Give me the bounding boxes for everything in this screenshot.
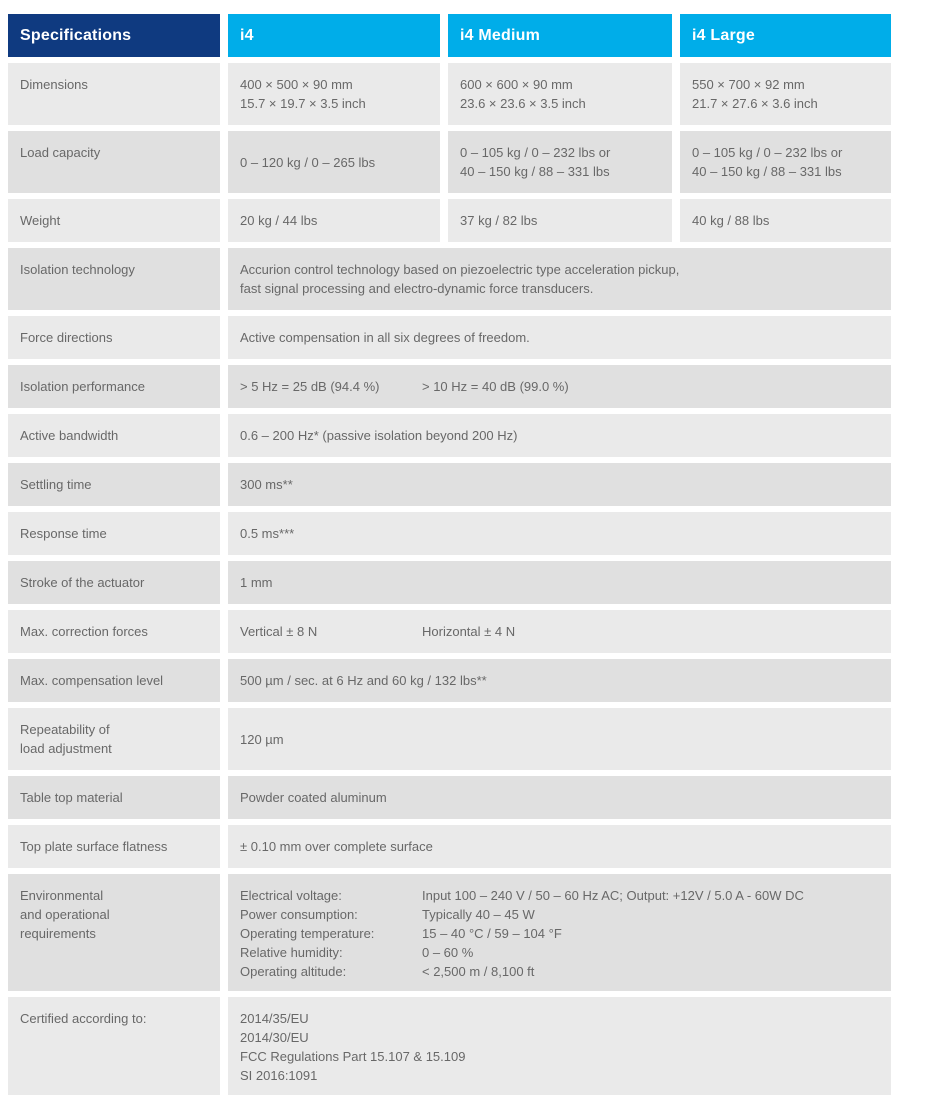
value-cell-span	[228, 365, 891, 408]
text-line: fast signal processing and electro-dynamic force transducers.	[240, 281, 594, 296]
header-cell-i4: i4	[228, 14, 440, 57]
text-line: 21.7 × 27.6 × 3.6 inch	[692, 96, 818, 111]
row-label-cell	[8, 708, 220, 770]
text-line: Repeatability of	[20, 722, 110, 737]
text-line: Isolation technology	[20, 262, 135, 277]
sub-label: Operating temperature:	[240, 926, 375, 941]
value-left: > 5 Hz = 25 dB (94.4 %)	[240, 379, 380, 394]
text-line: 15.7 × 19.7 × 3.5 inch	[240, 96, 366, 111]
key-value-line	[240, 943, 879, 962]
text-line: Environmental	[20, 888, 104, 903]
specifications-table	[8, 14, 891, 1095]
text-line: Settling time	[20, 477, 92, 492]
sub-value: Input 100 – 240 V / 50 – 60 Hz AC; Output: +12V / 5.0 A - 60W DC	[422, 888, 804, 903]
text-line: Stroke of the actuator	[20, 575, 145, 590]
value-cell-span	[228, 708, 891, 770]
text-line: Active compensation in all six degrees of freedom.	[240, 330, 530, 345]
text-line: 0 – 105 kg / 0 – 232 lbs or	[460, 145, 611, 160]
text-line: load adjustment	[20, 741, 112, 756]
text-line: 23.6 × 23.6 × 3.5 inch	[460, 96, 586, 111]
text-line: Certified according to:	[20, 1011, 147, 1026]
spec-row-weight	[8, 199, 891, 242]
spec-row-max-compensation-level	[8, 659, 891, 702]
row-label-cell	[8, 561, 220, 604]
text-line: 40 – 150 kg / 88 – 331 lbs	[692, 164, 842, 179]
header-cell-i4-medium: i4 Medium	[448, 14, 672, 57]
text-line: 0 – 105 kg / 0 – 232 lbs or	[692, 145, 843, 160]
value-cell-i4	[228, 63, 440, 125]
text-line: Weight	[20, 213, 61, 228]
text-line: 37 kg / 82 lbs	[460, 213, 538, 228]
row-label-cell	[8, 512, 220, 555]
text-line: 0 – 120 kg / 0 – 265 lbs	[240, 154, 376, 170]
text-line: Force directions	[20, 330, 113, 345]
key-value-line	[240, 924, 879, 943]
value-right: Horizontal ± 4 N	[422, 624, 516, 639]
text-line	[240, 377, 879, 396]
text-line: Powder coated aluminum	[240, 790, 387, 805]
sub-label: Power consumption:	[240, 907, 358, 922]
key-value-line	[240, 905, 879, 924]
text-line: 2014/30/EU	[240, 1030, 309, 1045]
spec-row-repeatability-of	[8, 708, 891, 770]
spec-row-top-plate-surface-flatness	[8, 825, 891, 868]
sub-label: Relative humidity:	[240, 945, 343, 960]
value-cell-span	[228, 997, 891, 1095]
sub-value: 15 – 40 °C / 59 – 104 °F	[422, 926, 562, 941]
value-left: Vertical ± 8 N	[240, 624, 318, 639]
text-line: 120 µm	[240, 731, 284, 747]
value-cell-i4	[228, 131, 440, 193]
value-cell-span	[228, 316, 891, 359]
text-line: ± 0.10 mm over complete surface	[240, 839, 433, 854]
spec-row-environmental	[8, 874, 891, 991]
text-line: Max. correction forces	[20, 624, 148, 639]
text-line: Max. compensation level	[20, 673, 164, 688]
text-line: Active bandwidth	[20, 428, 119, 443]
row-label-cell	[8, 610, 220, 653]
value-cell-span	[228, 610, 891, 653]
text-line: 1 mm	[240, 575, 273, 590]
key-value-line	[240, 962, 879, 981]
row-label-cell	[8, 776, 220, 819]
value-cell-span	[228, 463, 891, 506]
text-line: 500 µm / sec. at 6 Hz and 60 kg / 132 lbs**	[240, 673, 487, 688]
value-cell-span	[228, 776, 891, 819]
text-line: 40 – 150 kg / 88 – 331 lbs	[460, 164, 610, 179]
row-label-cell	[8, 131, 220, 193]
spec-row-certified-according-to	[8, 997, 891, 1095]
value-cell-span	[228, 874, 891, 991]
row-label-cell	[8, 316, 220, 359]
row-label-cell	[8, 874, 220, 991]
value-cell-span	[228, 414, 891, 457]
value-cell-span	[228, 659, 891, 702]
value-cell-span	[228, 825, 891, 868]
sub-value: < 2,500 m / 8,100 ft	[422, 964, 535, 979]
spec-row-stroke-of-the-actuator	[8, 561, 891, 604]
text-line: SI 2016:1091	[240, 1068, 318, 1083]
row-label-cell	[8, 63, 220, 125]
table-header-row	[8, 14, 891, 57]
value-cell-i4-medium	[448, 131, 672, 193]
text-line: 20 kg / 44 lbs	[240, 213, 318, 228]
text-line: FCC Regulations Part 15.107 & 15.109	[240, 1049, 466, 1064]
text-line: 0.5 ms***	[240, 526, 295, 541]
key-value-line	[240, 886, 879, 905]
row-label-cell	[8, 825, 220, 868]
value-cell-i4-large	[680, 131, 891, 193]
text-line: Response time	[20, 526, 107, 541]
text-line: 300 ms**	[240, 477, 293, 492]
row-label-cell	[8, 199, 220, 242]
text-line: and operational	[20, 907, 110, 922]
spec-row-table-top-material	[8, 776, 891, 819]
row-label-cell	[8, 659, 220, 702]
header-cell-i4-large: i4 Large	[680, 14, 891, 57]
spec-row-force-directions	[8, 316, 891, 359]
text-line: 550 × 700 × 92 mm	[692, 77, 805, 92]
value-cell-span	[228, 248, 891, 310]
sub-value: Typically 40 – 45 W	[422, 907, 535, 922]
row-label-cell	[8, 414, 220, 457]
row-label-cell	[8, 997, 220, 1095]
row-label-cell	[8, 248, 220, 310]
spec-row-load-capacity	[8, 131, 891, 193]
row-label-cell	[8, 463, 220, 506]
spec-row-isolation-performance	[8, 365, 891, 408]
text-line: 40 kg / 88 lbs	[692, 213, 770, 228]
value-cell-i4-medium	[448, 63, 672, 125]
spec-row-max-correction-forces	[8, 610, 891, 653]
text-line: 600 × 600 × 90 mm	[460, 77, 573, 92]
text-line: Accurion control technology based on piezoelectric type acceleration pickup,	[240, 262, 680, 277]
value-cell-i4-medium	[448, 199, 672, 242]
value-cell-i4	[228, 199, 440, 242]
value-cell-i4-large	[680, 199, 891, 242]
text-line	[240, 622, 879, 641]
header-cell-specifications: Specifications	[8, 14, 220, 57]
text-line: Dimensions	[20, 77, 88, 92]
value-right: > 10 Hz = 40 dB (99.0 %)	[422, 379, 569, 394]
text-line: Top plate surface flatness	[20, 839, 168, 854]
sub-value: 0 – 60 %	[422, 945, 474, 960]
value-cell-span	[228, 512, 891, 555]
row-label-cell	[8, 365, 220, 408]
text-line: 0.6 – 200 Hz* (passive isolation beyond 200 Hz)	[240, 428, 518, 443]
sub-label: Operating altitude:	[240, 964, 347, 979]
spec-row-dimensions	[8, 63, 891, 125]
text-line: 400 × 500 × 90 mm	[240, 77, 353, 92]
spec-row-isolation-technology	[8, 248, 891, 310]
table-body	[8, 63, 891, 1095]
text-line: Isolation performance	[20, 379, 146, 394]
text-line: requirements	[20, 926, 96, 941]
value-cell-i4-large	[680, 63, 891, 125]
spec-row-settling-time	[8, 463, 891, 506]
spec-row-response-time	[8, 512, 891, 555]
text-line: 2014/35/EU	[240, 1011, 309, 1026]
value-cell-span	[228, 561, 891, 604]
spec-row-active-bandwidth	[8, 414, 891, 457]
sub-label: Electrical voltage:	[240, 888, 342, 903]
text-line: Table top material	[20, 790, 123, 805]
text-line: Load capacity	[20, 145, 101, 160]
